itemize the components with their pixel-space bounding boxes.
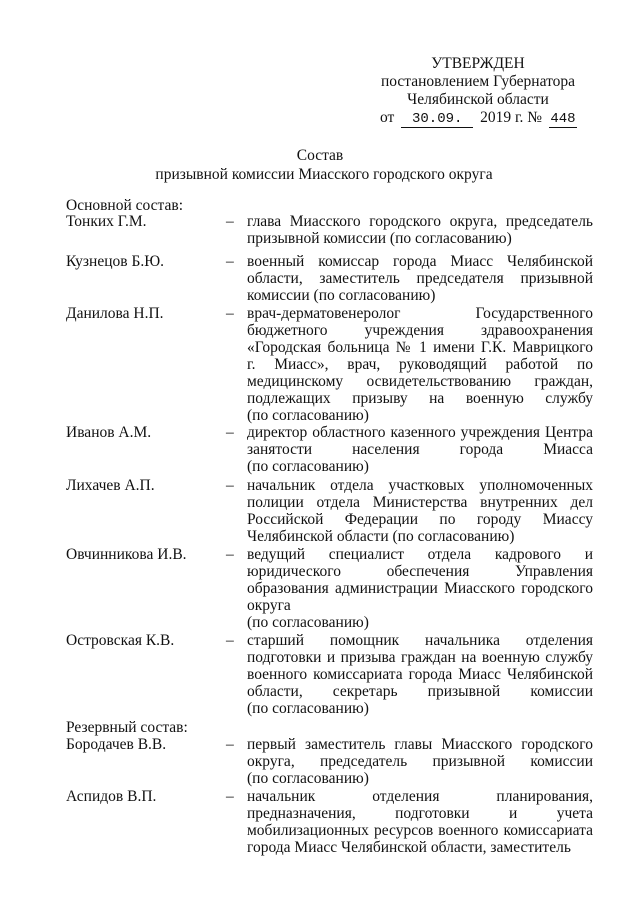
description-line: директор областного казенного учреждения Центра [247, 424, 593, 441]
description-line: полиции отдела Министерства внутренних дел [247, 494, 593, 511]
member-description [247, 477, 593, 545]
member-dash: – [226, 788, 234, 805]
description-line: подготовки и призыва граждан на военную службу [247, 649, 593, 666]
approval-year: 2019 г. № [480, 109, 543, 126]
description-line: образования администрации Миасского городского [247, 580, 593, 597]
member-name: Овчинникова И.В. [66, 546, 187, 563]
description-line: мобилизационных ресурсов военного комиссариата [247, 822, 593, 839]
description-line: (по согласованию) [247, 407, 369, 424]
description-line: г. Миасс», врач, руководящий работой по [247, 356, 593, 373]
document-title [0, 146, 640, 184]
member-dash: – [226, 253, 234, 270]
description-line: «Городская больница № 1 имени Г.К. Маврицкого [247, 339, 593, 356]
description-line: Российской Федерации по городу Миассу [247, 511, 593, 528]
member-dash: – [226, 213, 234, 230]
description-line: (по согласованию) [247, 614, 369, 631]
description-line: бюджетного учреждения здравоохранения [247, 322, 593, 339]
title-line-2: призывной комиссии Миасского городского округа [155, 166, 493, 183]
description-line: занятости населения города Миасса [247, 441, 593, 458]
approval-date: 30.09. [401, 112, 473, 128]
description-line: врач-дерматовенеролог Государственного [247, 305, 593, 322]
member-description [247, 632, 593, 717]
approval-from-label: от [380, 109, 395, 126]
member-description [247, 736, 593, 787]
description-line: подлежащих призыву на военную службу [247, 390, 593, 407]
description-line: начальник отделения планирования, [247, 788, 593, 805]
title-line-1: Состав [296, 147, 344, 164]
approval-line-region: Челябинской области [407, 91, 549, 108]
description-line: ведущий специалист отдела кадрового и [247, 546, 593, 563]
description-line: Челябинской области (по согласованию) [247, 528, 515, 545]
member-dash: – [226, 546, 234, 563]
description-line: военного комиссариата города Миасс Челябинской [247, 666, 593, 683]
description-line: первый заместитель главы Миасского городского [247, 736, 593, 753]
description-line: (по согласованию) [247, 458, 369, 475]
member-name: Иванов А.М. [66, 424, 152, 441]
description-line: начальник отдела участковых уполномоченных [247, 477, 593, 494]
approval-line-decree: постановлением Губернатора [380, 73, 576, 90]
description-line: города Миасс Челябинской области, заместитель [247, 839, 571, 856]
approval-date-line [380, 109, 578, 128]
description-line: старший помощник начальника отделения [247, 632, 593, 649]
description-line: призывной комиссии (по согласованию) [247, 230, 512, 247]
description-line: области, секретарь призывной комиссии [247, 683, 593, 700]
section-main: Основной состав: [66, 197, 184, 214]
approval-block [378, 55, 578, 128]
member-description [247, 253, 593, 304]
description-line: медицинскому освидетельствованию граждан, [247, 373, 593, 390]
member-name: Островская К.В. [66, 632, 175, 649]
member-description [247, 424, 593, 475]
approval-title: УТВЕРЖДЕН [431, 55, 525, 72]
member-dash: – [226, 305, 234, 322]
section-reserve: Резервный состав: [66, 719, 188, 736]
member-name: Тонких Г.М. [66, 213, 147, 230]
member-dash: – [226, 632, 234, 649]
description-line: (по согласованию) [247, 700, 369, 717]
member-dash: – [226, 736, 234, 753]
description-line: предназначения, подготовки и учета [247, 805, 593, 822]
member-description [247, 305, 593, 424]
member-name: Бородачев В.В. [66, 736, 167, 753]
member-name: Лихачев А.П. [66, 477, 155, 494]
member-name: Аспидов В.П. [66, 788, 157, 805]
description-line: области, заместитель председателя призывной [247, 270, 593, 287]
member-description [247, 546, 593, 631]
member-description [247, 213, 593, 247]
member-name: Кузнецов Б.Ю. [66, 253, 165, 270]
description-line: военный комиссар города Миасс Челябинской [247, 253, 593, 270]
description-line: глава Миасского городского округа, председатель [247, 213, 593, 230]
approval-number: 448 [550, 111, 576, 127]
member-dash: – [226, 424, 234, 441]
description-line: юридического обеспечения Управления [247, 563, 593, 580]
member-dash: – [226, 477, 234, 494]
description-line: округа [247, 597, 291, 614]
member-name: Данилова Н.П. [66, 305, 164, 322]
description-line: (по согласованию) [247, 770, 369, 787]
description-line: округа, председатель призывной комиссии [247, 753, 593, 770]
member-description [247, 788, 593, 856]
description-line: комиссии (по согласованию) [247, 287, 436, 304]
